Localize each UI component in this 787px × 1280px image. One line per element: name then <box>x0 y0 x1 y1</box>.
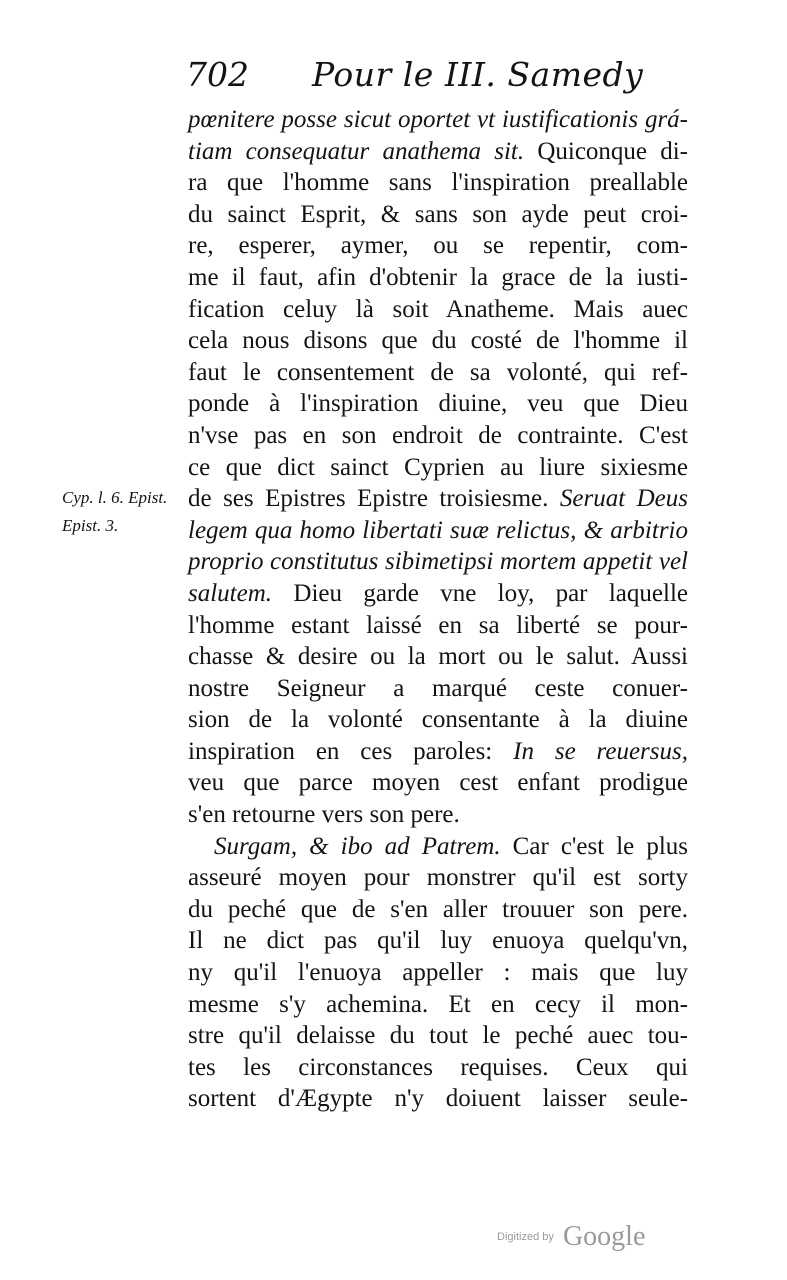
french-text: stre qu'il delaisse du tout le peché auec tou- <box>188 1022 688 1050</box>
french-text: de ses Epistres Epistre troisiesme. <box>188 485 549 513</box>
french-text: tes les circonstances requises. Ceux qui <box>188 1053 688 1081</box>
text-line <box>188 641 688 673</box>
text-line <box>188 799 688 831</box>
page-header <box>186 52 666 98</box>
french-text: l'homme estant laissé en sa liberté se pour- <box>188 611 688 639</box>
google-logo: Google <box>562 1221 646 1252</box>
french-text: re, esperer, aymer, ou se repentir, com- <box>188 232 688 260</box>
latin-quote: In se reuersus, <box>492 737 688 765</box>
latin-quote: tiam consequatur anathema sit. <box>188 137 525 165</box>
french-text: du peché que de s'en aller trouuer son pere. <box>188 895 688 923</box>
french-text: Il ne dict pas qu'il luy enuoya quelqu'vn, <box>188 927 688 955</box>
text-line <box>188 199 688 231</box>
text-line <box>188 736 688 768</box>
french-text: asseuré moyen pour monstrer qu'il est sorty <box>188 864 688 892</box>
text-line <box>188 578 688 610</box>
text-line <box>188 230 688 262</box>
latin-quote: salutem. <box>188 579 273 607</box>
french-text: sortent d'Ægypte n'y doiuent laisser seule- <box>188 1085 688 1113</box>
text-line <box>188 357 688 389</box>
french-text: nostre Seigneur a marqué ceste conuer- <box>188 674 688 702</box>
text-line <box>188 546 688 578</box>
page-number: 702 <box>186 55 249 94</box>
text-line <box>188 989 688 1021</box>
digitized-watermark <box>497 1221 667 1255</box>
text-line <box>188 610 688 642</box>
french-text: ny qu'il l'enuoya appeller : mais que luy <box>188 959 688 987</box>
latin-quote: legem qua homo libertati suæ relictus, & arbitrio <box>188 516 688 544</box>
french-text: cela nous disons que du costé de l'homme il <box>188 327 688 355</box>
french-text: mesme s'y achemina. Et en cecy il mon- <box>188 990 688 1018</box>
text-line <box>188 136 688 168</box>
french-text: sion de la volonté consentante à la diuine <box>188 706 688 734</box>
text-line <box>188 515 688 547</box>
french-text: Dieu garde vne loy, par laquelle <box>272 579 688 607</box>
text-line <box>188 767 688 799</box>
text-line <box>188 957 688 989</box>
french-text: chasse & desire ou la mort ou le salut. Aussi <box>188 643 688 671</box>
text-line <box>188 452 688 484</box>
latin-quote: Surgam, & ibo ad Patrem. <box>214 832 501 860</box>
text-line <box>188 862 688 894</box>
text-line <box>188 925 688 957</box>
french-text: n'vse pas en son endroit de contrainte. C'est <box>188 421 688 449</box>
margin-note-line-1: Cyp. l. 6. Epist. <box>62 488 168 507</box>
french-text: me il faut, afin d'obtenir la grace de la iusti- <box>188 263 688 291</box>
text-line <box>188 673 688 705</box>
text-line <box>188 104 688 136</box>
text-line <box>188 831 688 863</box>
french-text: fication celuy là soit Anatheme. Mais auec <box>188 295 688 323</box>
text-line <box>188 294 688 326</box>
text-line <box>188 1052 688 1084</box>
text-line <box>188 167 688 199</box>
french-text: ponde à l'inspiration diuine, veu que Dieu <box>188 390 688 418</box>
latin-quote: pœnitere posse sicut oportet vt iustificationis grá- <box>188 106 688 133</box>
french-text: Car c'est le plus <box>500 832 689 860</box>
french-text: s'en retourne vers son pere. <box>188 801 460 829</box>
text-line <box>188 894 688 926</box>
french-text: faut le consentement de sa volonté, qui ref- <box>188 358 688 386</box>
french-text: inspiration en ces paroles: <box>188 737 493 765</box>
french-text: Quiconque di- <box>524 137 688 165</box>
text-line <box>188 483 688 515</box>
french-text: ce que dict sainct Cyprien au liure sixiesme <box>188 453 688 481</box>
body-text <box>188 104 688 1115</box>
french-text: ra que l'homme sans l'inspiration preallable <box>188 169 688 197</box>
text-line <box>188 420 688 452</box>
text-line <box>188 704 688 736</box>
text-line <box>188 1020 688 1052</box>
text-line <box>188 325 688 357</box>
text-line <box>188 1083 688 1115</box>
running-title: Pour le III. Samedy <box>312 55 644 94</box>
french-text: veu que parce moyen cest enfant prodigue <box>188 769 688 797</box>
french-text: du sainct Esprit, & sans son ayde peut croi- <box>188 200 688 228</box>
digitized-label: Digitized by <box>497 1231 554 1243</box>
text-line <box>188 388 688 420</box>
margin-note-line-2: Epist. 3. <box>62 516 119 535</box>
latin-quote: proprio constitutus sibimetipsi mortem appetit vel <box>188 548 688 576</box>
text-line <box>188 262 688 294</box>
latin-quote: Seruat Deus <box>548 485 688 513</box>
